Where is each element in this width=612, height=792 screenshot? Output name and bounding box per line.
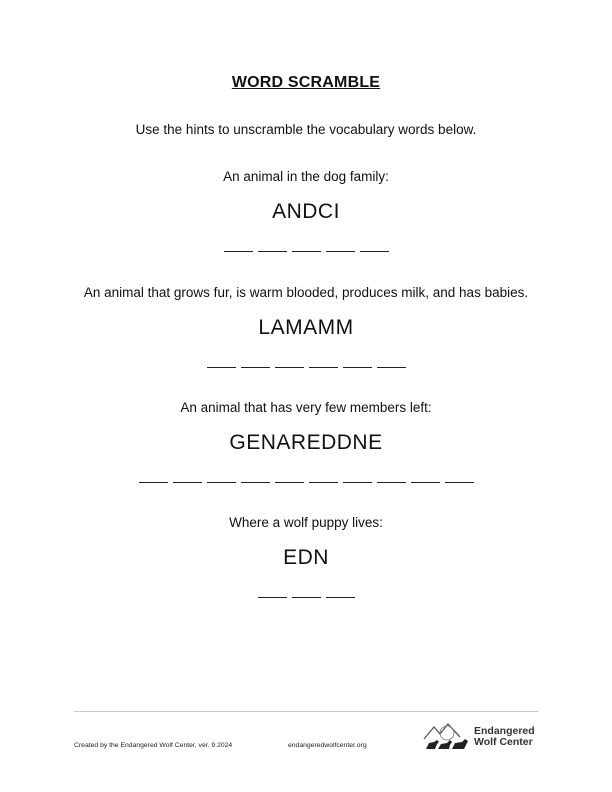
answer-blank[interactable] [343, 355, 372, 368]
answer-blank[interactable] [343, 470, 372, 483]
answer-blanks [0, 355, 612, 369]
scramble-item [0, 400, 612, 484]
answer-blank[interactable] [275, 470, 304, 483]
answer-blank[interactable] [292, 239, 321, 252]
answer-blank[interactable] [309, 355, 338, 368]
endangered-wolf-center-logo [422, 721, 542, 753]
answer-blank[interactable] [275, 355, 304, 368]
answer-blanks [0, 239, 612, 253]
logo-line-2: Wolf Center [474, 736, 533, 748]
scramble-item [0, 169, 612, 253]
page-title: WORD SCRAMBLE [231, 74, 381, 91]
answer-blank[interactable] [258, 239, 287, 252]
answer-blank[interactable] [445, 470, 474, 483]
scrambled-word: EDN [283, 546, 329, 569]
answer-blanks [0, 585, 612, 599]
hint-text: An animal in the dog family: [223, 169, 389, 184]
scramble-item [0, 515, 612, 599]
website-link[interactable]: endangeredwolfcenter.org [288, 742, 367, 749]
scramble-item [0, 285, 612, 369]
answer-blank[interactable] [241, 470, 270, 483]
instructions: Use the hints to unscramble the vocabulary words below. [135, 122, 477, 137]
answer-blank[interactable] [326, 585, 355, 598]
scrambled-word: ANDCI [272, 200, 340, 223]
answer-blank[interactable] [258, 585, 287, 598]
mountain-wolves-icon [422, 721, 470, 753]
answer-blank[interactable] [411, 470, 440, 483]
hint-text: An animal that grows fur, is warm blooded, produces milk, and has babies. [83, 285, 529, 300]
answer-blank[interactable] [377, 355, 406, 368]
hint-text: An animal that has very few members left: [180, 400, 432, 415]
answer-blank[interactable] [309, 470, 338, 483]
answer-blank[interactable] [360, 239, 389, 252]
scrambled-word: LAMAMM [258, 316, 354, 339]
answer-blank[interactable] [224, 239, 253, 252]
hint-text: Where a wolf puppy lives: [229, 515, 383, 530]
answer-blank[interactable] [377, 470, 406, 483]
logo-line-1: Endangered [474, 725, 535, 737]
answer-blank[interactable] [241, 355, 270, 368]
scrambled-word: GENAREDDNE [229, 431, 383, 454]
answer-blank[interactable] [207, 470, 236, 483]
answer-blank[interactable] [207, 355, 236, 368]
answer-blanks [0, 470, 612, 484]
answer-blank[interactable] [173, 470, 202, 483]
credit-text: Created by the Endangered Wolf Center, ver. 9.2024 [74, 742, 233, 749]
answer-blank[interactable] [139, 470, 168, 483]
answer-blank[interactable] [326, 239, 355, 252]
answer-blank[interactable] [292, 585, 321, 598]
footer-divider [74, 711, 538, 712]
